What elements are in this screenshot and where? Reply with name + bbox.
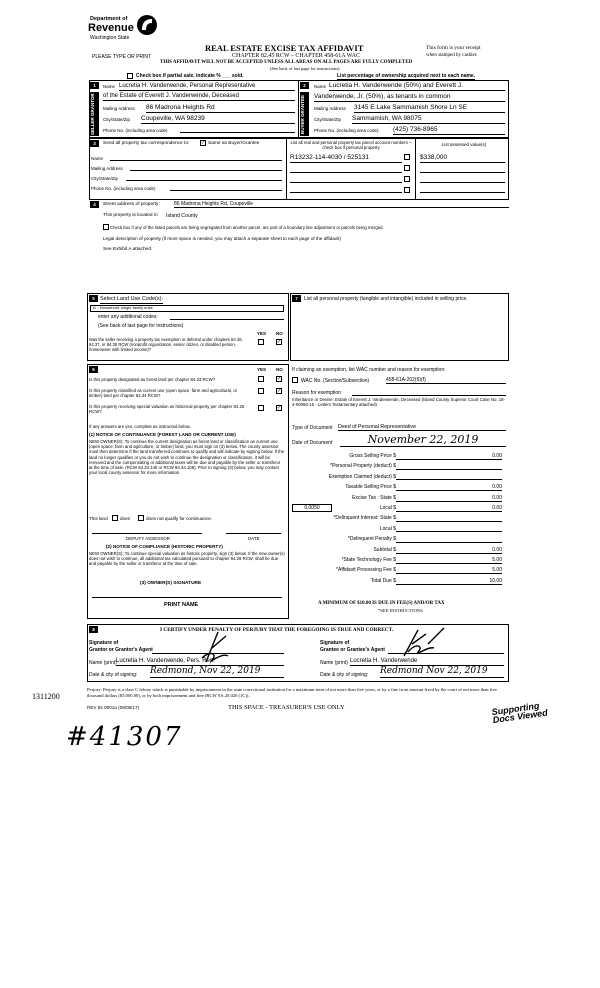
parcel-personal-checkbox-1[interactable] bbox=[404, 154, 410, 160]
tax-row bbox=[292, 547, 506, 557]
section-7-box bbox=[290, 293, 509, 361]
reason-label: Reason for exemption bbox=[292, 390, 341, 396]
deputy-date-label: DATE bbox=[248, 536, 260, 541]
s6-q3-yes-checkbox[interactable] bbox=[258, 405, 264, 411]
located-label: This property is located in bbox=[103, 213, 158, 218]
logo-line-2: Revenue bbox=[88, 22, 134, 34]
this-land-label: This land bbox=[89, 516, 108, 521]
receipt-note-1: This form is your receipt bbox=[426, 45, 481, 51]
tax-row bbox=[292, 505, 506, 515]
tax-row-value[interactable]: 0.00 bbox=[396, 484, 502, 491]
tax-row bbox=[292, 463, 506, 473]
land-does-checkbox[interactable] bbox=[112, 515, 118, 521]
seller-name-1[interactable]: Lucretia H. Vanderwende, Personal Representative bbox=[119, 83, 295, 91]
s3-phone-label: Phone No. (including area code) bbox=[91, 186, 156, 191]
section-2-number: 2 bbox=[300, 82, 309, 89]
segregate-label: Check box if any of the listed parcels are being segregated from another parcel, are part of a boundary line adjustment or parcels being merged. bbox=[110, 225, 384, 230]
local-rate-box[interactable]: 0.0050 bbox=[292, 504, 332, 512]
tax-row-label: Exemption Claimed (deduct) $ bbox=[328, 473, 396, 480]
same-as-buyer-checkbox[interactable]: ✓ bbox=[201, 140, 206, 146]
seller-name-2[interactable]: of the Estate of Everett J. Vanderwende, Deceased bbox=[103, 93, 295, 101]
grantor-name-label: Name (print) bbox=[89, 660, 117, 666]
seller-phone-label: Phone No. (including area code) bbox=[103, 128, 168, 133]
s6-question-2: Is this property classified as current use (open space, farm and agricultural, or timber) land per chapter 84.34 RCW? bbox=[89, 388, 238, 399]
print-name-label: PRINT NAME bbox=[164, 602, 199, 608]
section-1-number: 1 bbox=[90, 82, 99, 89]
seller-city-label: City/State/Zip bbox=[103, 117, 131, 122]
tax-row-label: *Personal Property (deduct) $ bbox=[330, 463, 396, 470]
tax-row bbox=[292, 526, 506, 536]
s6-q2-no-checkbox[interactable]: ✓ bbox=[277, 388, 282, 394]
tax-row bbox=[292, 484, 506, 494]
land-does-label: does bbox=[120, 516, 130, 521]
tax-row-label: *Delinquent Penalty $ bbox=[347, 536, 396, 543]
seller-side-label: SELLER GRANTOR bbox=[90, 92, 99, 136]
s6-question-3: Is this property receiving special valuation as historical property per chapter 84.26 RCW? bbox=[89, 404, 245, 415]
recording-stamp-number: 1311200 bbox=[32, 692, 60, 701]
notice-2-text: NEW OWNER(S): To continue special valuation as historic property, sign (3) below. If the new owner(s) does not wish to continue, all additional tax calculated pursuant to chapter 84.26 RCW, shall be due and payable by the seller or transferor at the time of sale. bbox=[89, 551, 285, 567]
supporting-docs-stamp: Supporting Docs Viewed bbox=[491, 700, 549, 726]
section-8-number: 8 bbox=[89, 626, 98, 633]
personal-property-label: List all personal property (tangible and intangible) included in selling price. bbox=[304, 296, 468, 302]
tax-row-value[interactable]: 0.00 bbox=[396, 505, 502, 512]
grantee-sig-label-1: Signature of bbox=[320, 640, 350, 646]
grantor-sig-label-2: Grantor or Grantor's Agent bbox=[89, 647, 153, 653]
receipt-note-2: when stamped by cashier. bbox=[426, 53, 478, 58]
partial-sale-label: Check box if partial sale, indicate % ___ sold. bbox=[136, 73, 244, 79]
tax-row-label: Taxable Selling Price $ bbox=[345, 484, 396, 491]
form-chapter: CHAPTER 82.45 RCW – CHAPTER 458-61A WAC bbox=[232, 53, 360, 59]
tax-row bbox=[292, 453, 506, 463]
s6-no-header: NO bbox=[276, 367, 283, 372]
land-does-not-checkbox[interactable] bbox=[138, 515, 144, 521]
section-6-number: 6 bbox=[89, 366, 98, 373]
grantee-date-city[interactable]: Redmond Nov 22, 2019 bbox=[380, 666, 504, 678]
exemption-intro: If claiming an exemption, list WAC number and reason for exemption: bbox=[292, 367, 446, 373]
tax-row-value[interactable]: 0.00 bbox=[396, 453, 502, 460]
see-instructions-note: *SEE INSTRUCTIONS bbox=[378, 608, 423, 613]
s5-yes-header: YES bbox=[257, 331, 267, 336]
s5-yes-checkbox[interactable] bbox=[258, 339, 264, 345]
s6-if-yes: If any answers are yes, complete as instructed below. bbox=[89, 424, 191, 429]
buyer-mailing-label: Mailing Address bbox=[314, 106, 346, 111]
additional-codes-label: enter any additional codes: bbox=[98, 314, 158, 320]
tax-row bbox=[292, 474, 506, 484]
parcel-personal-checkbox-3[interactable] bbox=[404, 176, 410, 182]
deputy-assessor-label: DEPUTY ASSESSOR bbox=[126, 536, 170, 541]
tax-row-value[interactable] bbox=[396, 515, 502, 522]
parcel-header: List all real and personal property tax parcel account numbers – check box if personal property bbox=[290, 140, 412, 151]
tax-rows bbox=[292, 453, 506, 588]
notice-1-text: NEW OWNER(S): To continue the current designation as forest land or classification as current use (open space, farm and agriculture, or timber) land, you must sign on (3) below. The county assessor must then determine if the land transferred continues to qualify and will indicate by signing below. If the land no longer qualifies or you do not wish to continue the designation or classification, it will be removed and the compensating or additional taxes will be due and payable by the seller or transferor at the time of sale. (RCW 84.33.140 or RCW 84.34.108). Prior to signing (3) below, you may contact your local county assessor for more information. bbox=[89, 439, 285, 476]
minimum-fee-note: A MINIMUM OF $10.00 IS DUE IN FEE(S) AND/OR TAX bbox=[318, 601, 445, 606]
county-value: Island County bbox=[166, 213, 198, 219]
buyer-side-label: BUYER GRANTEE bbox=[300, 92, 309, 136]
tax-row-value[interactable]: 10.00 bbox=[396, 578, 502, 585]
dor-logo bbox=[88, 14, 158, 48]
s5-no-header: NO bbox=[276, 331, 283, 336]
tax-row-label: Gross Selling Price $ bbox=[349, 453, 396, 459]
s5-no-checkbox[interactable]: ✓ bbox=[277, 339, 282, 345]
assessed-value[interactable]: $338,000 bbox=[420, 154, 505, 163]
buyer-phone-label: Phone No. (including area code) bbox=[314, 128, 379, 133]
seller-city[interactable]: Coupeville, WA 98239 bbox=[141, 115, 295, 124]
s6-q3-no-checkbox[interactable]: ✓ bbox=[277, 405, 282, 411]
certify-statement: I CERTIFY UNDER PENALTY OF PERJURY THAT THE FOREGOING IS TRUE AND CORRECT. bbox=[160, 627, 394, 633]
see-back-note: (See back of last page for instructions) bbox=[270, 66, 340, 71]
s5-question: Was the seller receiving a property tax exemption or deferral under chapters 84.36, 84.37, or 84.38 RCW (nonprofit organization, senior citizen, or disabled person, homeowner with limited income)? bbox=[89, 337, 243, 353]
buyer-mailing[interactable]: 3145 E Lake Sammamish Shore Ln SE bbox=[354, 104, 505, 113]
partial-sale-checkbox[interactable] bbox=[127, 73, 133, 79]
parcel-personal-checkbox-4[interactable] bbox=[404, 187, 410, 193]
grantee-sig-label-2: Grantee or Grantee's Agent bbox=[320, 647, 385, 653]
s6-q1-no-checkbox[interactable]: ✓ bbox=[277, 376, 282, 382]
doc-type-value[interactable]: Deed of Personal Representative bbox=[338, 424, 506, 431]
s5-see-back: (See back of last page for instructions) bbox=[98, 323, 184, 329]
notice-1-title: (1) NOTICE OF CONTINUANCE (FOREST LAND OR CURRENT USE) bbox=[89, 432, 236, 437]
logo-line-1: Department of bbox=[90, 16, 128, 22]
section-5-number: 5 bbox=[89, 295, 98, 302]
grantee-date-label: Date & city of signing: bbox=[320, 672, 369, 678]
tax-row bbox=[292, 515, 506, 525]
tax-row-label: Excise Tax : State $ bbox=[352, 494, 396, 501]
grantee-name-label: Name (print) bbox=[320, 660, 348, 666]
tax-row-value[interactable]: 5.00 bbox=[396, 557, 502, 564]
s3-city-label: City/State/Zip bbox=[91, 176, 119, 181]
tax-row-label: *State Technology Fee $ bbox=[341, 556, 396, 563]
land-does-not-label: does not qualify for continuance. bbox=[146, 516, 213, 521]
ownership-note: List percentage of ownership acquired next to each name. bbox=[337, 73, 476, 79]
form-title: REAL ESTATE EXCISE TAX AFFIDAVIT bbox=[205, 43, 364, 53]
grantor-date-label: Date & city of signing: bbox=[89, 672, 138, 678]
tax-row bbox=[292, 578, 506, 588]
legal-label: Legal description of property (if more space is needed, you may attach a separate sheet to each page of the affidavit) bbox=[103, 236, 341, 241]
tax-row-label: *Affidavit Processing Fee $ bbox=[336, 567, 396, 574]
send-to-label: Send all property tax correspondence to: bbox=[103, 141, 190, 146]
wac-value[interactable]: 458-61A-202(6)(f) bbox=[386, 377, 506, 384]
parcel-number[interactable]: R13232-114-4030 / 525131 bbox=[290, 154, 402, 163]
doc-type-label: Type of Document bbox=[292, 425, 333, 431]
grantor-name[interactable]: Lucretia H. Vanderwende, Pers. Rep. bbox=[116, 658, 284, 666]
land-use-title: Select Land Use Code(s): bbox=[100, 296, 163, 302]
tax-row-label: *Delinquent Interest: State $ bbox=[333, 515, 396, 522]
street-label: Street address of property: bbox=[103, 202, 160, 207]
section-4-number: 4 bbox=[90, 201, 99, 208]
tax-row-label: Subtotal $ bbox=[373, 546, 396, 553]
grantee-name[interactable]: Lucretia H. Vanderwende bbox=[350, 658, 504, 666]
dor-emblem-icon bbox=[136, 14, 158, 36]
wac-label: WAC No. (Section/Subsection) bbox=[301, 378, 370, 384]
exhibit-note: See Exhibit A attached. bbox=[103, 247, 153, 252]
parcel-personal-checkbox-2[interactable] bbox=[404, 165, 410, 171]
buyer-name-label: Name bbox=[314, 84, 327, 89]
form-revision: REV 84 0001a (09/06/17) bbox=[87, 705, 140, 710]
handwritten-number: #41307 bbox=[66, 722, 183, 752]
doc-date-value[interactable]: November 22, 2019 bbox=[340, 433, 506, 447]
buyer-city[interactable]: Sammamish, WA 98075 bbox=[352, 115, 505, 124]
s6-question-1: Is this property designated as forest land per chapter 84.33 RCW? bbox=[89, 377, 216, 382]
section-7-number: 7 bbox=[292, 295, 301, 302]
buyer-name-2[interactable]: Vanderwende, Jr. (50%), as tenants in common bbox=[314, 93, 505, 102]
seller-name-label: Name bbox=[103, 84, 116, 89]
street-value[interactable]: 86 Madrona Heights Rd, Coupeville bbox=[174, 201, 509, 208]
type-print-note: PLEASE TYPE OR PRINT bbox=[92, 54, 152, 60]
seller-mailing[interactable]: 86 Madrona Heights Rd bbox=[146, 104, 295, 113]
s6-q1-yes-checkbox[interactable] bbox=[258, 376, 264, 382]
perjury-note: Perjury: Perjury is a class C felony which is punishable by imprisonment in the state correctional institution for a maximum term of not more than five years, or by a fine in an amount fixed by the court of not more than five thousand dollars ($5,000.00), or by both imprisonment and fine (RCW 9A.20.020 (1C)). bbox=[87, 687, 497, 698]
reason-value[interactable]: Inheritance or Devise: Estate of Everett J. Vanderwende, Deceased (Island County Superior Court Case No. 18-4-00066-15 - Letters Testamentary attached) bbox=[292, 397, 505, 408]
buyer-city-label: City/State/Zip bbox=[314, 117, 342, 122]
s3-name-label: Name bbox=[91, 156, 104, 161]
grantor-date-city[interactable]: Redmond, Nov 22, 2019 bbox=[150, 666, 284, 678]
section-3-number: 3 bbox=[90, 140, 99, 147]
wac-checkbox[interactable] bbox=[292, 377, 298, 383]
tax-row-value[interactable] bbox=[396, 463, 502, 470]
grantor-sig-label-1: Signature of bbox=[89, 640, 119, 646]
tax-row bbox=[292, 557, 506, 567]
tax-row-value[interactable] bbox=[396, 536, 502, 543]
grantee-signature bbox=[398, 626, 448, 658]
treasurer-space: THIS SPACE - TREASURER'S USE ONLY bbox=[228, 704, 345, 711]
tax-row-value[interactable]: 0.00 bbox=[396, 547, 502, 554]
tax-row-label: Local $ bbox=[379, 504, 396, 511]
s6-yes-header: YES bbox=[257, 367, 267, 372]
assessed-header: List assessed value(s) bbox=[441, 142, 487, 147]
buyer-phone[interactable]: (425) 736-8965 bbox=[393, 126, 505, 135]
form-warning: THIS AFFIDAVIT WILL NOT BE ACCEPTED UNLESS ALL AREAS ON ALL PAGES ARE FULLY COMPLETED bbox=[160, 60, 413, 65]
tax-row-label: Local $ bbox=[379, 525, 396, 532]
logo-line-3: Washington State bbox=[90, 35, 130, 41]
s6-q2-yes-checkbox[interactable] bbox=[258, 388, 264, 394]
tax-row-value[interactable]: 5.00 bbox=[396, 567, 502, 574]
buyer-name-1[interactable]: Lucretia H. Vanderwende (50%) and Everett J. bbox=[329, 82, 505, 91]
tax-row bbox=[292, 567, 506, 577]
tax-row-label: Total Due $ bbox=[370, 577, 396, 584]
doc-date-label: Date of Document bbox=[292, 440, 333, 446]
segregate-checkbox[interactable] bbox=[103, 224, 109, 230]
notice-2-title: (2) NOTICE OF COMPLIANCE (HISTORIC PROPERTY) bbox=[106, 544, 223, 549]
same-as-buyer-label: Same as Buyer/Grantee bbox=[208, 141, 260, 146]
tax-row-value[interactable] bbox=[396, 526, 502, 533]
tax-row-value[interactable] bbox=[396, 474, 502, 481]
land-use-code[interactable]: 11 - Household, single family units bbox=[90, 305, 284, 312]
tax-row bbox=[292, 536, 506, 546]
tax-row-value[interactable]: 0.00 bbox=[396, 495, 502, 502]
seller-mailing-label: Mailing Address bbox=[103, 106, 135, 111]
s3-mailing-label: Mailing Address bbox=[91, 166, 123, 171]
owner-signature-label: (3) OWNER(S) SIGNATURE bbox=[140, 581, 202, 586]
